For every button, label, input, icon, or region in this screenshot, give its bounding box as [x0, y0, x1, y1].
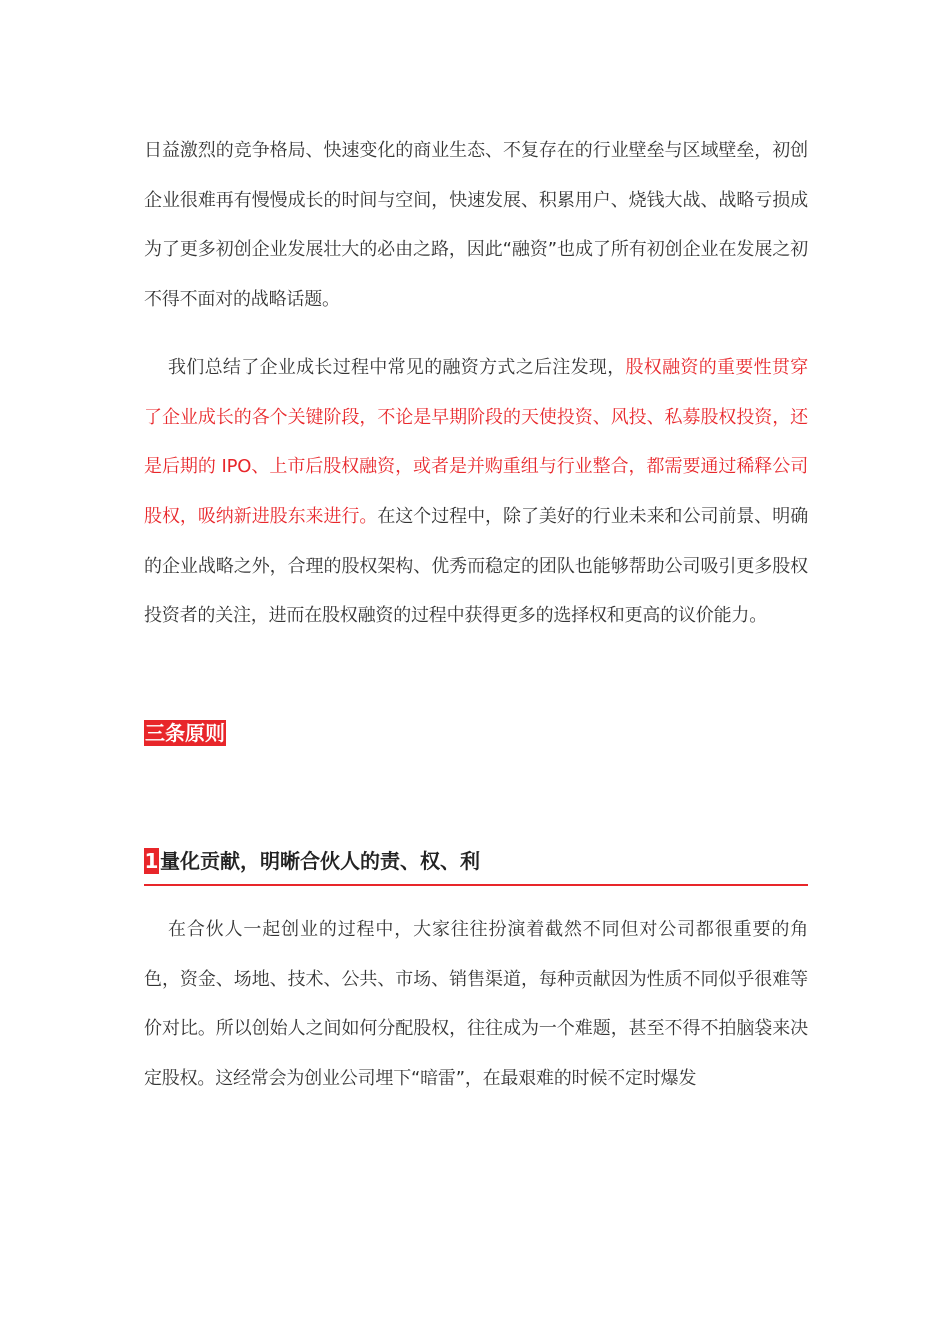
principle-1-content: [144, 905, 808, 1104]
principle-heading-1: [144, 848, 808, 886]
intro-paragraph: 日益激烈的竞争格局、快速变化的商业生态、不复存在的行业壁垒与区域壁垒，初创企业很难再有慢慢成长的时间与空间，快速发展、积累用户、烧钱大战、战略亏损成为了更多初创企业发展壮大的必由之路，因此“融资”也成了所有初创企业在发展之初不得不面对的战略话题。: [144, 140, 808, 311]
heading-title: 量化贡献，明晰合伙人的责、权、利: [160, 849, 480, 873]
paragraph-tail-text: 在这个过程中，除了美好的行业未来和公司前景、明确的企业战略之外，合理的股权架构、优秀而稳定的团队也能够帮助公司吸引更多股权投资者的关注，进而在股权融资的过程中获得更多的选择权和更高的议价能力。: [144, 505, 809, 627]
paragraph-lead-text: 我们总结了企业成长过程中常见的融资方式之后注发现，: [168, 356, 626, 378]
equity-financing-paragraph: [144, 343, 808, 641]
heading-number-badge: 1: [144, 849, 159, 873]
highlighted-text: 股权融资的重要性贯穿了企业成长的各个关键阶段，不论是早期阶段的天使投资、风投、私募股权投资，还是后期的 IPO、上市后股权融资，或者是并购重组与行业整合，都需要通过稀释公司股权，吸纳新进股东来进行。: [144, 356, 808, 527]
section-label-three-principles: 三条原则: [145, 721, 225, 745]
principle-1-paragraph: 在合伙人一起创业的过程中，大家往往扮演着截然不同但对公司都很重要的角色，资金、场地、技术、公共、市场、销售渠道，每种贡献因为性质不同似乎很难等价对比。所以创始人之间如何分配股权，往往成为一个难题，甚至不得不拍脑袋来决定股权。这经常会为创业公司埋下“暗雷”，在最艰难的时候不定时爆发: [144, 919, 808, 1090]
intro-content: [144, 126, 808, 641]
